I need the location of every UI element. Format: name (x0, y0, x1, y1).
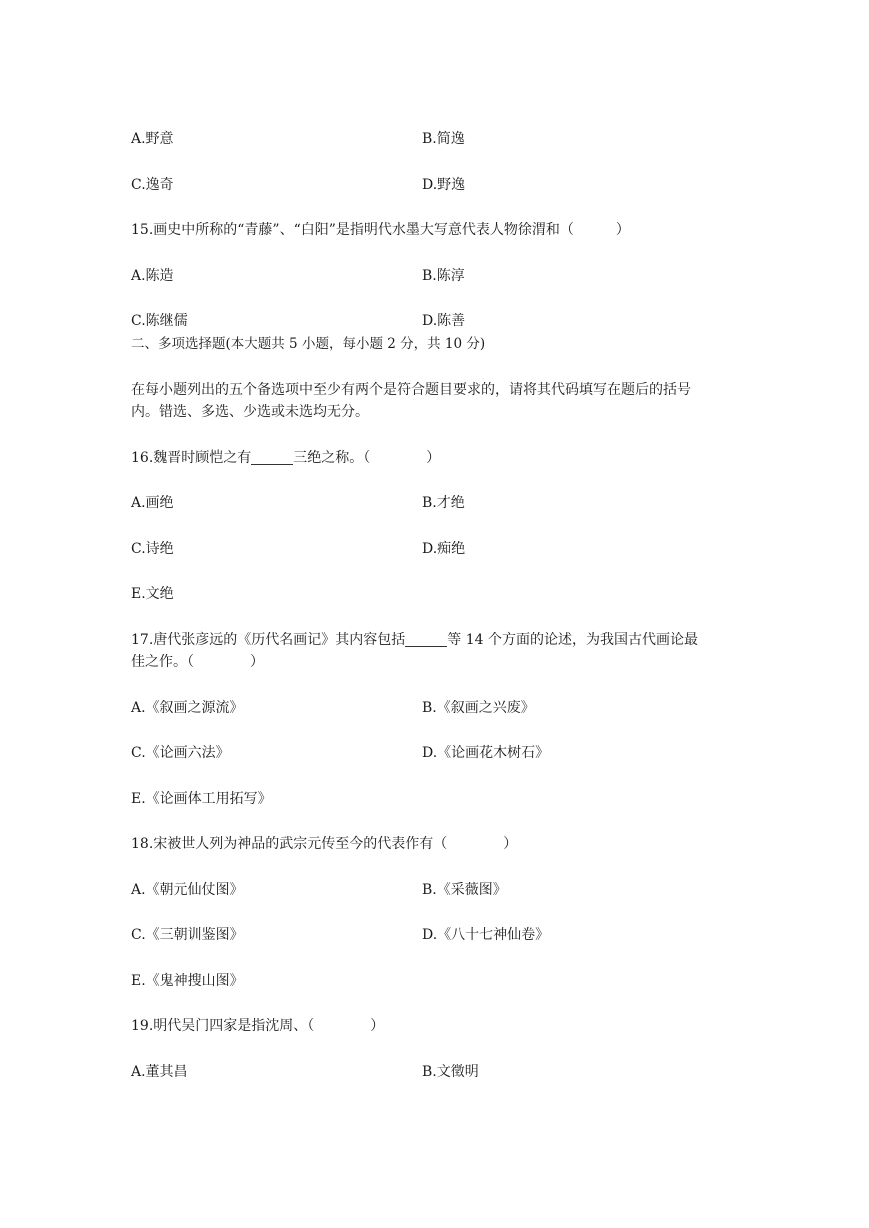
q15-option-row-1 (131, 266, 465, 286)
q15-option-d: D.陈善 (422, 313, 466, 329)
q16-option-row-2 (131, 539, 466, 559)
q17-option-e: E.《论画体工用拓写》 (131, 791, 272, 807)
q18-option-row-2 (131, 925, 550, 945)
q16-option-b: B.才绝 (422, 495, 465, 511)
q16-option-c: C.诗绝 (131, 541, 174, 557)
q18-option-c: C.《三朝训鉴图》 (131, 927, 244, 943)
q17-option-c: C.《论画六法》 (131, 745, 230, 761)
q17-option-a: A.《叙画之源流》 (131, 700, 244, 716)
q15-option-row-2 (131, 311, 466, 331)
q16-text-post: 三绝之称。（ ） (293, 450, 441, 466)
section-2-instruction-line-2: 内。错选、多选、少选或未选均无分。 (131, 404, 369, 420)
section-2-instruction-line-1: 在每小题列出的五个备选项中至少有两个是符合题目要求的，请将其代码填写在题后的括号 (131, 382, 691, 398)
q19-option-a: A.董其昌 (131, 1064, 188, 1080)
q17-option-d: D.《论画花木树石》 (422, 745, 550, 761)
q14-option-b: B.简逸 (422, 131, 465, 147)
q17-option-row-2 (131, 743, 550, 763)
q16-question (131, 448, 440, 468)
q16-option-row-1 (131, 493, 465, 513)
q14-option-c: C.逸奇 (131, 177, 174, 193)
section-2-title: 二、多项选择题(本大题共 5 小题，每小题 2 分，共 10 分) (131, 336, 486, 352)
q16-text-pre: 16.魏晋时顾恺之有 (131, 450, 252, 466)
q14-option-d: D.野逸 (422, 177, 466, 193)
q19-option-row-1 (131, 1062, 479, 1082)
q16-fill-blank (251, 450, 293, 465)
q17-text-pre: 17.唐代张彦远的《历代名画记》其内容包括 (131, 632, 406, 648)
q19-option-b: B.文徵明 (422, 1064, 479, 1080)
q18-question: 18.宋被世人列为神品的武宗元传至今的代表作有（ ） (131, 836, 518, 852)
q17-option-row-1 (131, 698, 535, 718)
q19-question: 19.明代吴门四家是指沈周、（ ） (131, 1018, 385, 1034)
q17-fill-blank (405, 632, 447, 647)
q18-option-a: A.《朝元仙仗图》 (131, 882, 244, 898)
q17-option-b: B.《叙画之兴废》 (422, 700, 535, 716)
q17-question-line-2: 佳之作。（ ） (131, 654, 264, 670)
q18-option-row-1 (131, 880, 507, 900)
q15-option-b: B.陈淳 (422, 268, 465, 284)
q16-option-e: E.文绝 (131, 586, 174, 602)
q18-option-d: D.《八十七神仙卷》 (422, 927, 550, 943)
q16-option-d: D.痴绝 (422, 541, 466, 557)
q15-question: 15.画史中所称的“青藤”、“白阳”是指明代水墨大写意代表人物徐渭和（ ） (131, 222, 630, 238)
q18-option-b: B.《采薇图》 (422, 882, 507, 898)
q14-option-row-2 (131, 175, 466, 195)
q14-option-a: A.野意 (131, 131, 174, 147)
q17-question-line-1 (131, 630, 698, 650)
q16-option-a: A.画绝 (131, 495, 174, 511)
q18-option-e: E.《鬼神搜山图》 (131, 973, 244, 989)
q15-option-a: A.陈造 (131, 268, 174, 284)
q17-text-post: 等 14 个方面的论述，为我国古代画论最 (447, 632, 698, 648)
q14-option-row-1 (131, 129, 465, 149)
q15-option-c: C.陈继儒 (131, 313, 188, 329)
